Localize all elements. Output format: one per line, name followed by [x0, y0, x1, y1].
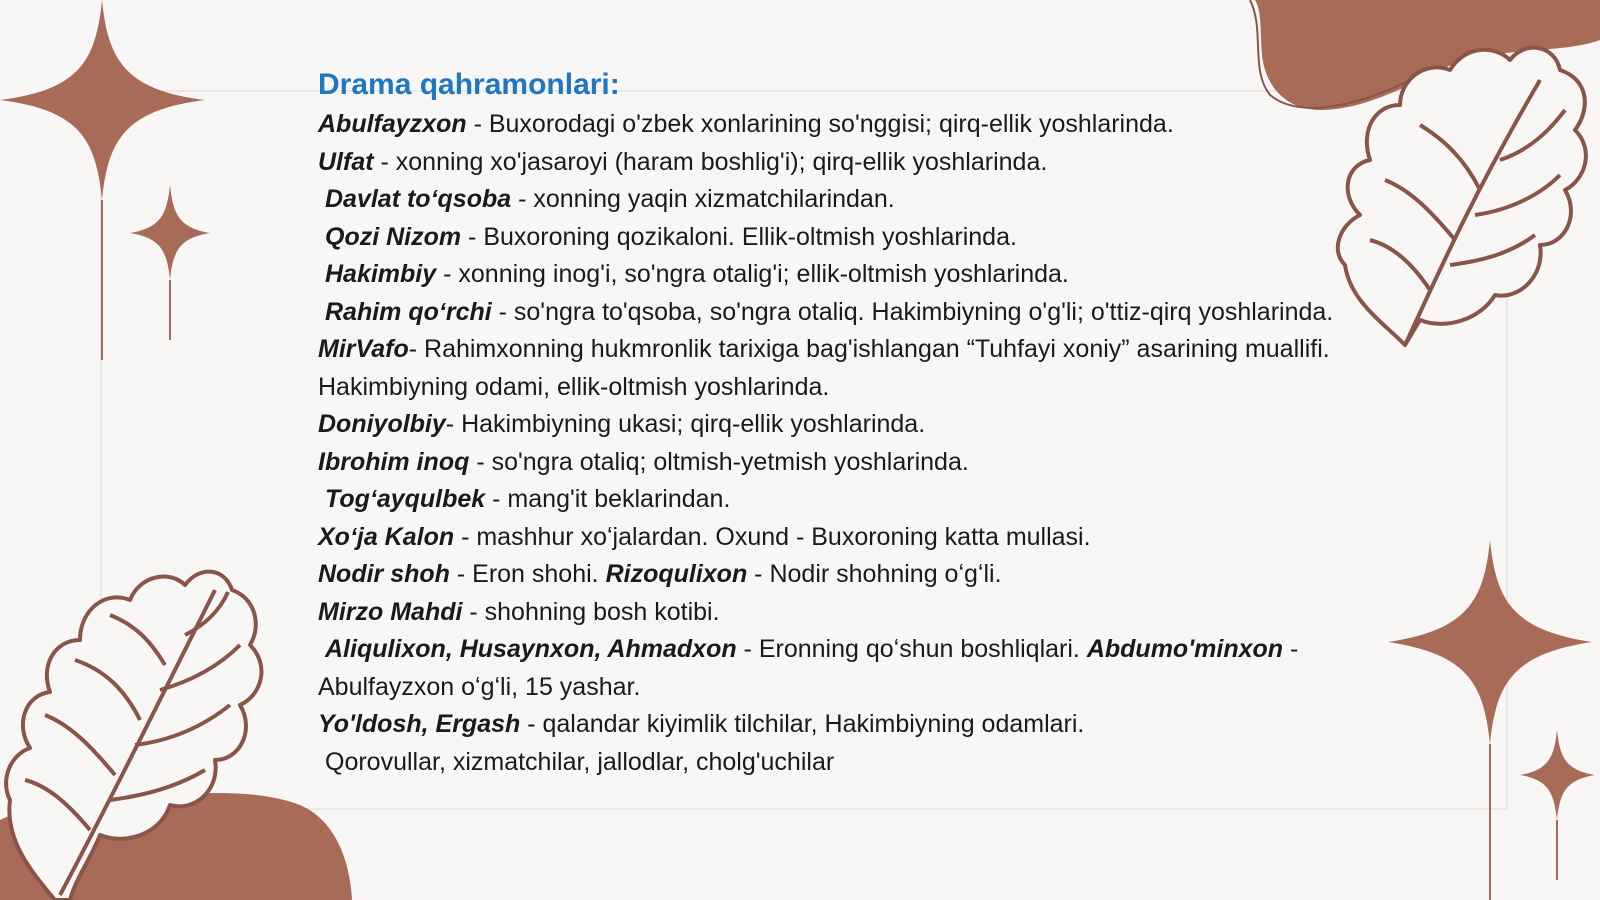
character-name: Togʻayqulbek [325, 485, 486, 513]
character-name: Nodir shoh [318, 560, 450, 588]
character-name: Mirzo Mahdi [318, 597, 463, 626]
character-description: - Eronning qoʻshun boshliqlari. [736, 635, 1087, 663]
character-description: Qorovullar, xizmatchilar, jallodlar, cholg'uchilar [325, 747, 835, 776]
character-description: - Eron shohi. [449, 560, 606, 588]
character-line [318, 594, 1438, 632]
character-line [318, 744, 1438, 782]
character-line [318, 631, 1438, 706]
character-name: Ulfat [318, 147, 374, 176]
character-name: Aliqulixon, Husaynxon, Ahmadxon [325, 635, 737, 663]
character-name: Doniyolbiy [318, 410, 446, 438]
character-description: - mashhur xoʻjalardan. Oxund - Buxoroning katta mullasi. [454, 522, 1091, 551]
character-line [318, 219, 1438, 257]
character-description-secondary: - Nodir shohning oʻgʻli. [747, 560, 1002, 588]
character-line [318, 144, 1438, 182]
character-line [318, 519, 1438, 557]
character-name: Davlat toʻqsoba [325, 185, 512, 213]
sparkle-star-small-top-left [130, 185, 210, 280]
character-line [318, 106, 1438, 144]
character-description: - xonning yaqin xizmatchilarindan. [511, 185, 895, 213]
character-name: Xoʻja Kalon [318, 522, 455, 551]
character-line [318, 181, 1438, 219]
character-name: MirVafo [318, 335, 409, 363]
character-description: - xonning xo'jasaroyi (haram boshlig'i); qirq-ellik yoshlarinda. [373, 147, 1048, 176]
character-line [318, 556, 1438, 594]
character-description: - Rahimxonning hukmronlik tarixiga bag'ishlangan “Tuhfayi xoniy” asarining muallifi. Hakimbiyning odami, ellik-oltmish yoshlarinda. [318, 335, 1330, 401]
character-name: Rahim qoʻrchi [325, 297, 492, 326]
character-description: - qalandar kiyimlik tilchilar, Hakimbiyning odamlari. [520, 710, 1085, 738]
character-description: - shohning bosh kotibi. [462, 597, 720, 626]
character-line [318, 706, 1438, 744]
character-name-secondary: Rizoqulixon [605, 560, 748, 588]
character-description-secondary: - Abulfayzxon oʻgʻli, 15 yashar. [318, 635, 1299, 701]
character-line [318, 406, 1438, 444]
character-line [318, 256, 1438, 294]
character-line [318, 294, 1438, 332]
character-line [318, 481, 1438, 519]
slide-title: Drama qahramonlari: [318, 68, 620, 101]
character-line [318, 331, 1438, 406]
character-description: - xonning inog'i, so'ngra otalig'i; ellik-oltmish yoshlarinda. [436, 260, 1069, 288]
character-list [318, 66, 1438, 781]
sparkle-star-small-bottom-right [1520, 730, 1595, 820]
character-description: - Buxoroning qozikaloni. Ellik-oltmish yoshlarinda. [461, 222, 1017, 251]
character-description: - mang'it beklarindan. [485, 485, 731, 513]
character-description: - Hakimbiyning ukasi; qirq-ellik yoshlarinda. [445, 410, 926, 438]
character-name: Hakimbiy [325, 260, 437, 288]
character-description: - so'ngra otaliq; oltmish-yetmish yoshlarinda. [469, 447, 969, 476]
character-name: Abulfayzxon [318, 110, 467, 138]
character-description: - Buxorodagi o'zbek xonlarining so'nggisi; qirq-ellik yoshlarinda. [466, 110, 1174, 138]
character-description: - so'ngra to'qsoba, so'ngra otaliq. Hakimbiyning o'g'li; o'ttiz-qirq yoshlarinda. [491, 297, 1334, 326]
character-name: Ibrohim inoq [318, 447, 470, 476]
character-name: Qozi Nizom [325, 222, 462, 251]
character-name-secondary: Abdumo'minxon [1086, 635, 1284, 663]
character-line [318, 444, 1438, 482]
character-name: Yo'ldosh, Ergash [318, 710, 521, 738]
sparkle-star-large-top-left [0, 0, 205, 200]
